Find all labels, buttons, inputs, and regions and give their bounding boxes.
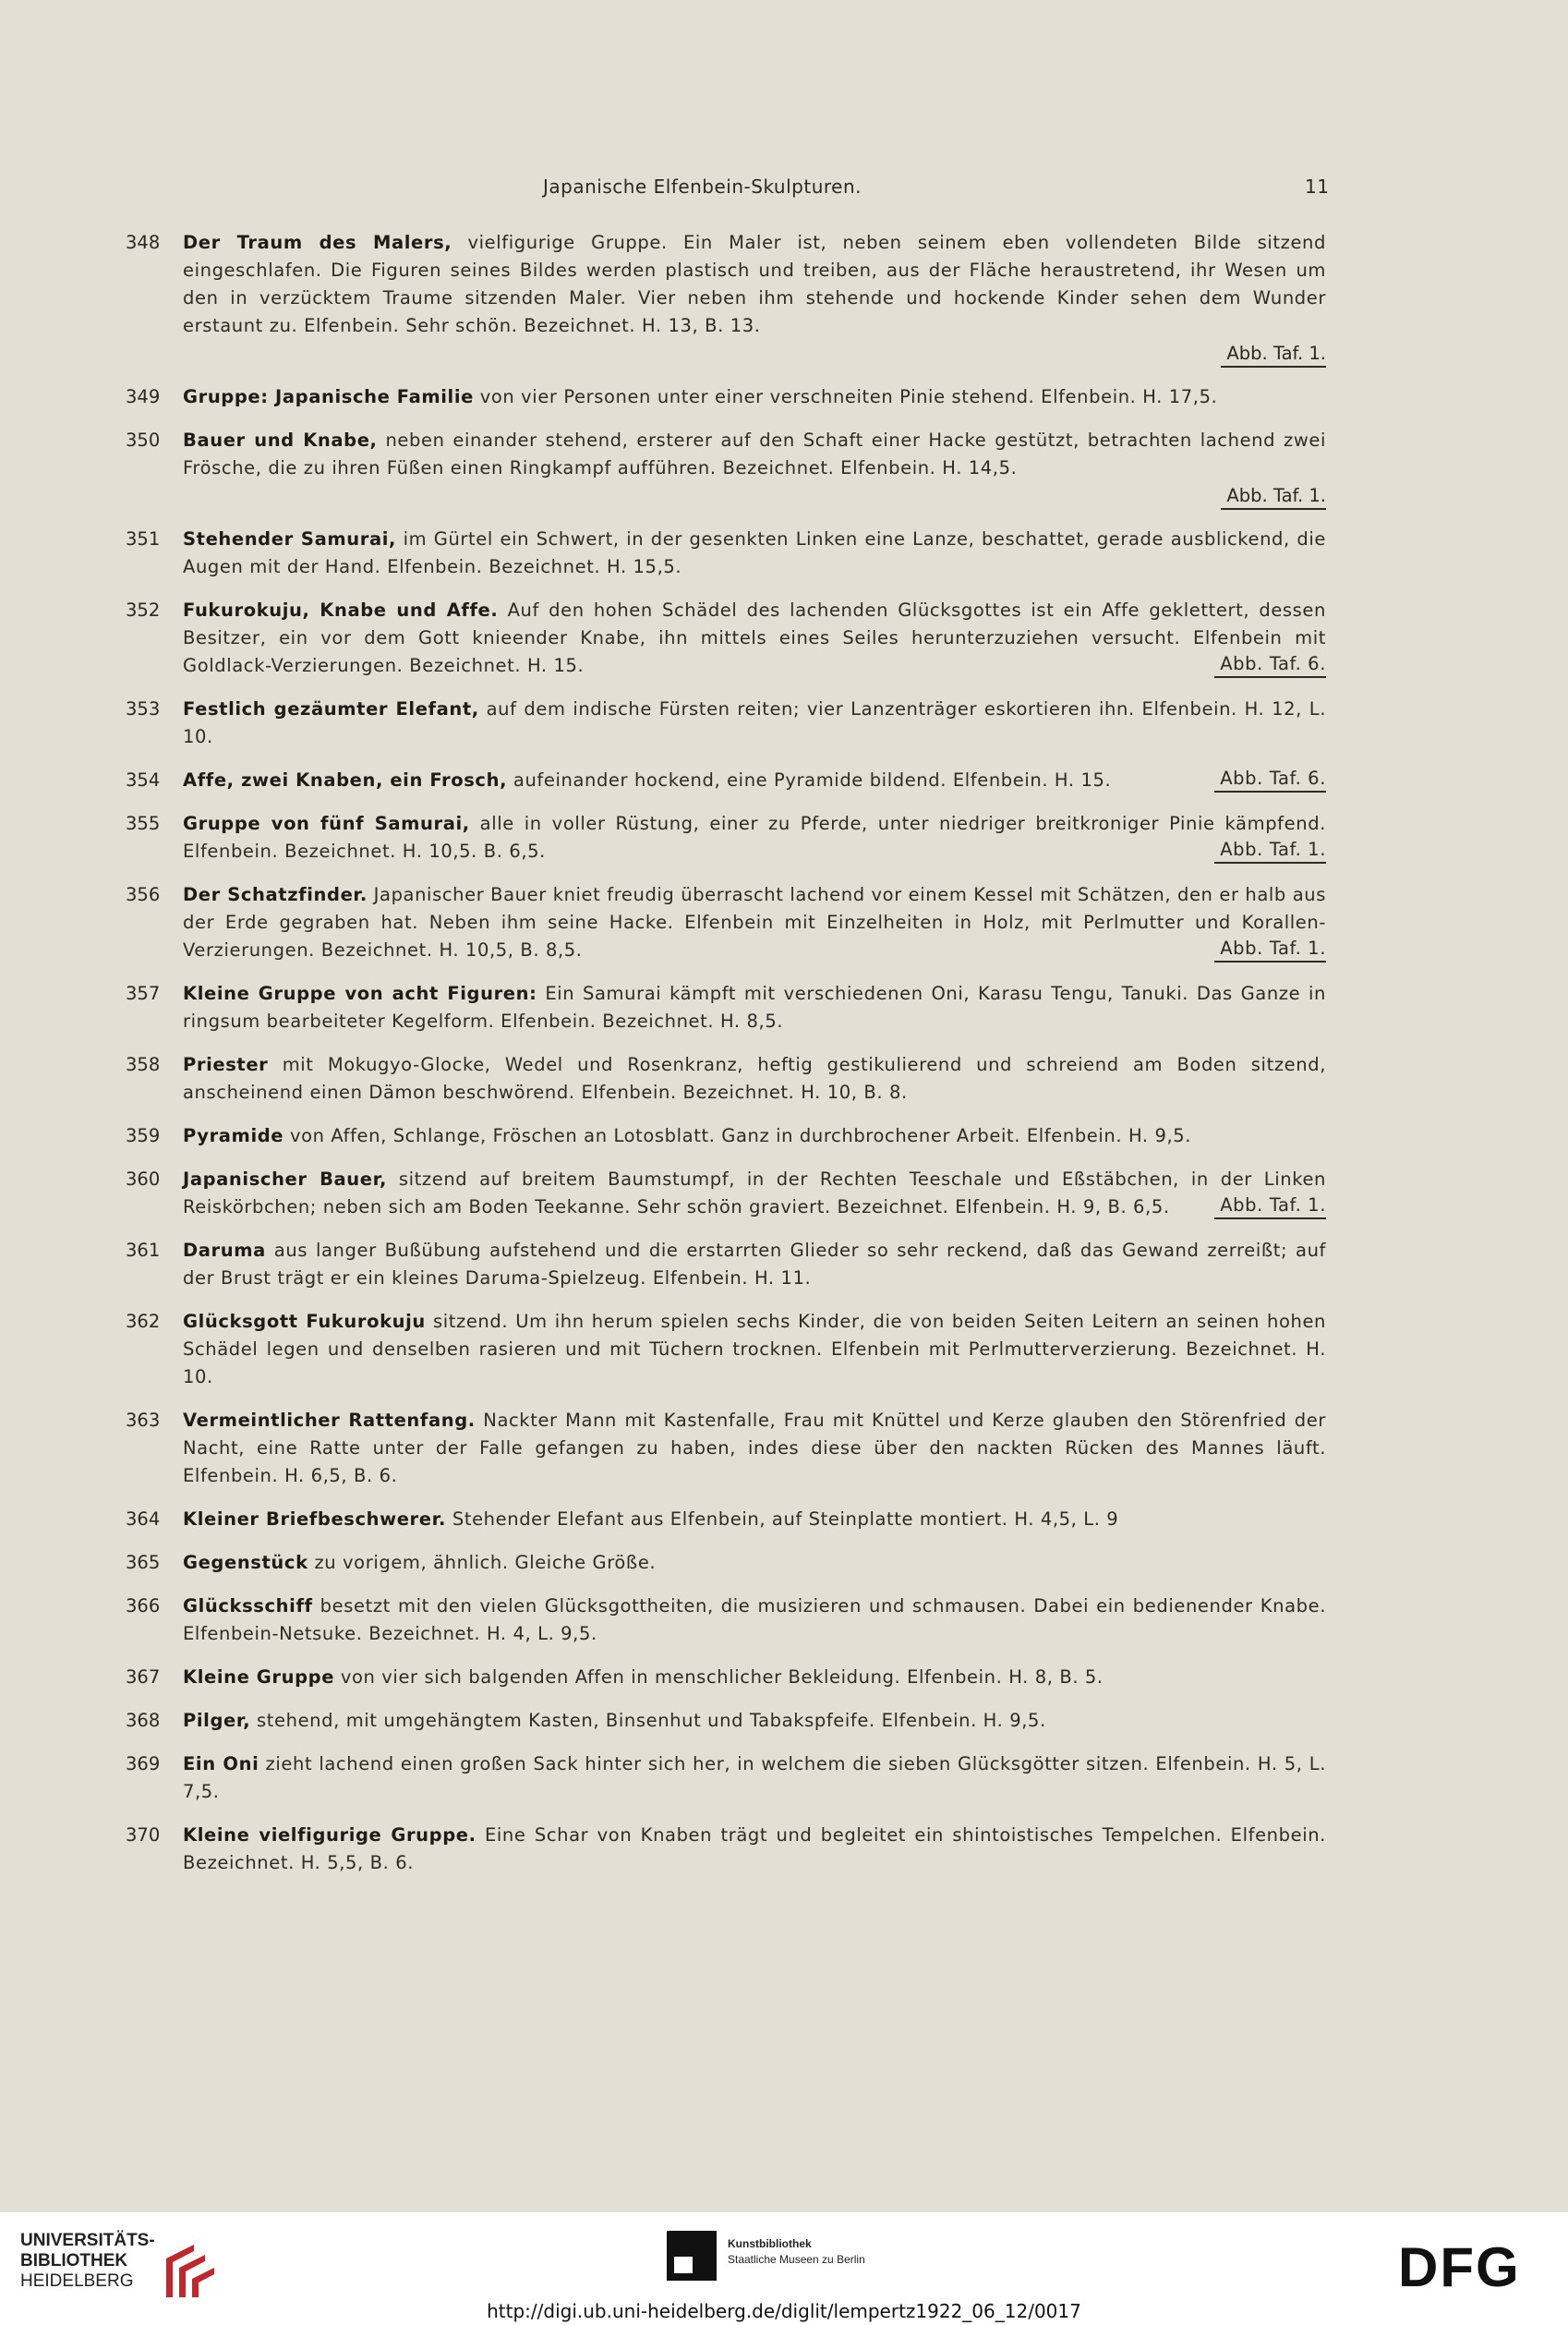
entry-description: zieht lachend einen großen Sack hinter sich her, in welchem die sieben Glücksgötter sitzen. Elfenbein. H. 5, L. 7,5. [183,1753,1326,1802]
entry-title: Fukurokuju, Knabe und Affe. [183,599,499,621]
entry-title: Festlich gezäumter Elefant, [183,698,479,720]
catalogue-entry [126,1506,1326,1533]
entry-text [183,881,1326,964]
plate-reference: Abb. Taf. 6. [1214,652,1326,678]
entry-number: 367 [126,1666,161,1688]
entry-description: sitzend auf breitem Baumstumpf, in der Rechten Teeschale und Eßstäbchen, in der Linken Reiskörbchen; neben sich am Boden Teekanne. Sehr schön graviert. Bezeichnet. Elfenbein. H. 9, B. 6,5. [183,1169,1326,1217]
entry-title: Kleiner Briefbeschwerer. [183,1508,447,1530]
entry-description: aus langer Bußübung aufstehend und die erstarrten Glieder so sehr reckend, daß das Gewand zerreißt; auf der Brust trägt er ein kleines Daruma-Spielzeug. Elfenbein. H. 11. [183,1240,1326,1289]
entry-title: Gruppe von fünf Samurai, [183,813,470,834]
dfg-logo[interactable]: DFG [1398,2236,1521,2298]
entry-text [183,696,1326,751]
entry-title: Stehender Samurai, [183,528,397,550]
entry-text [183,1592,1326,1648]
entry-text [183,1506,1326,1533]
entry-description: besetzt mit den vielen Glücksgottheiten, die musizieren und schmausen. Dabei ein bedienender Knabe. Elfenbein-Netsuke. Bezeichnet. H. 4, L. 9,5. [183,1595,1326,1644]
entry-description: auf dem indische Fürsten reiten; vier Lanzenträger eskortieren ihn. Elfenbein. H. 12, L. 10. [183,698,1327,747]
entry-description: Auf den hohen Schädel des lachenden Glücksgottes ist ein Affe geklettert, dessen Besitzer, ein vor dem Gott knieender Knabe, ihn mittels eines Seiles herunterzuziehen versucht. Elfenbein mit Goldlack-Verzierungen. Bezeichnet. H. 15. [183,599,1326,676]
entry-title: Kleine Gruppe von acht Figuren: [183,983,537,1004]
entry-description: vielfigurige Gruppe. Ein Maler ist, neben seinem eben vollendeten Bilde sitzend eingeschlafen. Die Figuren seines Bildes werden plastisch und treiben, aus der Fläche heraustretend, ihr Wesen um den in verzücktem Traume sitzenden Maler. Vier neben ihm stehende und hockende Kinder sehen dem Wunder erstaunt zu. Elfenbein. Sehr schön. Bezeichnet. H. 13, B. 13. [183,232,1326,336]
entry-number: 360 [126,1169,161,1190]
entry-title: Ein Oni [183,1753,259,1774]
entry-text [183,1549,1326,1577]
catalogue-entry [126,1664,1326,1691]
kunstbibliothek-text [728,2236,949,2268]
entry-text [183,980,1326,1035]
entry-title: Kleine vielfigurige Gruppe. [183,1824,476,1846]
entry-description: Stehender Elefant aus Elfenbein, auf Steinplatte montiert. H. 4,5, L. 9 [446,1508,1119,1530]
uni-mark-icon [157,2240,222,2305]
entry-title: Glücksschiff [183,1595,313,1617]
entry-description: zu vorigem, ähnlich. Gleiche Größe. [308,1552,657,1573]
uni-logo-line2: BIBLIOTHEK [20,2251,128,2271]
entry-text [183,1750,1326,1806]
entry-number: 359 [126,1125,161,1146]
entry-number: 356 [126,884,161,905]
entry-number: 365 [126,1552,161,1573]
entry-description: von vier Personen unter einer verschneiten Pinie stehend. Elfenbein. H. 17,5. [473,386,1218,407]
entry-text [183,383,1326,411]
catalogue-entry [126,810,1326,866]
catalogue-entry [126,427,1326,510]
kb-line2: Staatliche Museen zu Berlin [728,2253,865,2266]
entry-number: 357 [126,983,161,1004]
entry-number: 350 [126,430,161,451]
entry-text [183,1664,1326,1691]
plate-reference: Abb. Taf. 1. [1221,342,1326,368]
entry-number: 355 [126,813,161,834]
entry-description: neben einander stehend, ersterer auf den Schaft einer Hacke gestützt, betrachten lachend zwei Frösche, die zu ihren Füßen einen Ringkampf aufführen. Bezeichnet. Elfenbein. H. 14,5. [183,430,1327,478]
entry-title: Affe, zwei Knaben, ein Frosch, [183,769,508,791]
entry-number: 364 [126,1508,161,1530]
catalogue-entry [126,881,1326,964]
entry-text [183,767,1326,794]
page-number: 11 [1305,176,1330,198]
entry-number: 369 [126,1753,161,1774]
entry-number: 363 [126,1410,161,1431]
catalogue-entry [126,980,1326,1035]
entry-number: 354 [126,769,161,791]
entry-text [183,1407,1326,1490]
entry-title: Glücksgott Fukurokuju [183,1311,426,1332]
plate-reference: Abb. Taf. 1. [1214,838,1326,864]
catalogue-entry [126,1122,1326,1150]
catalogue-entry [126,383,1326,411]
plate-reference-line [183,482,1326,510]
entry-text [183,1822,1326,1877]
entry-description: sitzend. Um ihn herum spielen sechs Kinder, die von beiden Seiten Leitern an seinen hohen Schädel legen und denselben rasieren und mit Tüchern trocknen. Elfenbein mit Perlmutterverzierung. Bezeichnet. H. 10. [183,1311,1326,1387]
entry-description: Ein Samurai kämpft mit verschiedenen Oni, Karasu Tengu, Tanuki. Das Ganze in ringsum bearbeiteter Kegelform. Elfenbein. Bezeichnet. H. 8,5. [183,983,1326,1032]
entry-title: Gegenstück [183,1552,308,1573]
plate-reference: Abb. Taf. 1. [1214,1193,1326,1219]
entry-title: Bauer und Knabe, [183,430,378,451]
entry-description: mit Mokugyo-Glocke, Wedel und Rosenkranz, heftig gestikulierend und schreiend am Boden sitzend, anscheinend einen Dämon beschwörend. Elfenbein. Bezeichnet. H. 10, B. 8. [183,1054,1326,1103]
entry-number: 362 [126,1311,161,1332]
entry-description: stehend, mit umgehängtem Kasten, Binsenhut und Tabakspfeife. Elfenbein. H. 9,5. [250,1710,1046,1731]
catalogue-entry [126,696,1326,751]
catalogue-entries [126,229,1326,1893]
entry-number: 349 [126,386,161,407]
plate-reference-line [183,340,1326,368]
catalogue-entry [126,1308,1326,1391]
entry-text [183,229,1326,340]
running-head [0,176,1568,203]
plate-reference: Abb. Taf. 1. [1221,484,1326,510]
source-url[interactable]: http://digi.ub.uni-heidelberg.de/diglit/lempertz1922_06_12/0017 [487,2300,1081,2322]
entry-title: Vermeintlicher Rattenfang. [183,1410,476,1431]
entry-text [183,1707,1326,1735]
entry-description: von Affen, Schlange, Fröschen an Lotosblatt. Ganz in durchbrochener Arbeit. Elfenbein. H. 9,5. [283,1125,1192,1146]
entry-title: Pyramide [183,1125,284,1146]
entry-title: Gruppe: Japanische Familie [183,386,474,407]
entry-text [183,1237,1326,1292]
entry-number: 348 [126,232,161,253]
catalogue-entry [126,1750,1326,1806]
entry-title: Daruma [183,1240,266,1261]
entry-number: 352 [126,599,161,621]
entry-number: 366 [126,1595,161,1617]
catalogue-entry [126,1549,1326,1577]
catalogue-entry [126,1707,1326,1735]
plate-reference: Abb. Taf. 6. [1214,767,1326,793]
entry-description: alle in voller Rüstung, einer zu Pferde, unter niedriger breitkroniger Pinie kämpfend. Elfenbein. Bezeichnet. H. 10,5. B. 6,5. [183,813,1326,862]
catalogue-entry [126,229,1326,368]
running-title: Japanische Elfenbein-Skulpturen. [543,176,862,198]
entry-text [183,526,1326,581]
catalogue-entry [126,1592,1326,1648]
entry-title: Japanischer Bauer, [183,1169,387,1190]
entry-title: Der Schatzfinder. [183,884,368,905]
catalogue-entry [126,597,1326,680]
entry-number: 370 [126,1824,161,1846]
catalogue-entry [126,526,1326,581]
entry-description: Japanischer Bauer kniet freudig überrascht lachend vor einem Kessel mit Schätzen, den er halb aus der Erde gegraben hat. Neben ihm seine Hacke. Elfenbein mit Einzelheiten in Holz, mit Perlmutter und Korallen-Verzierungen. Bezeichnet. H. 10,5, B. 8,5. [183,884,1326,961]
kb-line1: Kunstbibliothek [728,2237,812,2250]
entry-number: 358 [126,1054,161,1075]
entry-number: 361 [126,1240,161,1261]
entry-text [183,1308,1326,1391]
entry-text [183,597,1326,680]
uni-logo-line1: UNIVERSITÄTS- [20,2231,155,2250]
entry-text [183,1051,1326,1107]
entry-text [183,427,1326,482]
entry-description: von vier sich balgenden Affen in menschlicher Bekleidung. Elfenbein. H. 8, B. 5. [334,1666,1104,1688]
plate-reference: Abb. Taf. 1. [1214,937,1326,963]
entry-text [183,1166,1326,1221]
entry-text [183,810,1326,866]
entry-description: Eine Schar von Knaben trägt und begleitet ein shintoistisches Tempelchen. Elfenbein. Bezeichnet. H. 5,5, B. 6. [183,1824,1326,1873]
entry-description: Nackter Mann mit Kastenfalle, Frau mit Knüttel und Kerze glauben den Störenfried der Nacht, eine Ratte unter der Falle gefangen zu haben, indes diese über den nackten Rücken des Mannes läuft. Elfenbein. H. 6,5, B. 6. [183,1410,1326,1486]
entry-title: Der Traum des Malers, [183,232,452,253]
entry-title: Pilger, [183,1710,251,1731]
entry-title: Priester [183,1054,269,1075]
entry-number: 368 [126,1710,161,1731]
uni-heidelberg-logo[interactable] [20,2231,155,2292]
entry-number: 353 [126,698,161,720]
catalogue-entry [126,1822,1326,1877]
entry-text [183,1122,1326,1150]
entry-description: aufeinander hockend, eine Pyramide bildend. Elfenbein. H. 15. [507,769,1112,791]
kunstbibliothek-mark-icon [667,2231,717,2281]
uni-logo-line3: HEIDELBERG [20,2271,134,2291]
entry-description: im Gürtel ein Schwert, in der gesenkten Linken eine Lanze, beschattet, gerade ausblickend, die Augen mit der Hand. Elfenbein. Bezeichnet. H. 15,5. [183,528,1326,577]
catalogue-entry [126,1166,1326,1221]
entry-number: 351 [126,528,161,550]
entry-title: Kleine Gruppe [183,1666,335,1688]
catalogue-entry [126,1051,1326,1107]
catalogue-entry [126,767,1326,794]
catalogue-entry [126,1237,1326,1292]
catalogue-entry [126,1407,1326,1490]
